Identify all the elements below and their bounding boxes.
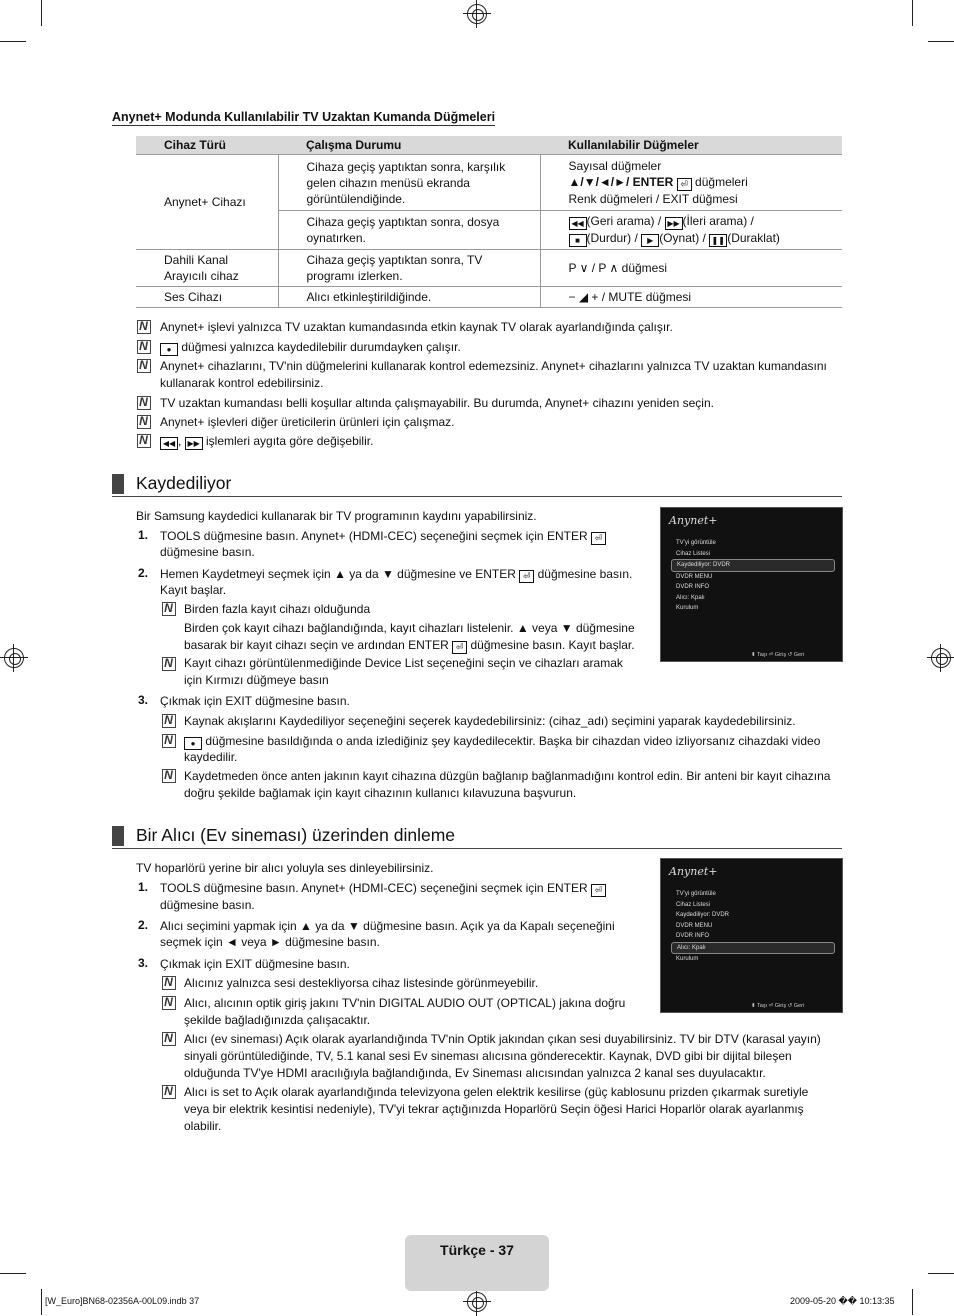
note-text: basarak bir kayıt cihazı seçin ve ardından ENTER ⏎ düğmesine basın. Kayıt başlar. [184,638,635,652]
step-text: Çıkmak için EXIT düğmesine basın. [160,957,350,971]
osd-menu-item: Kurulum [676,605,699,611]
osd-menu-item: Kurulum [676,956,699,962]
note-icon: N [162,976,175,989]
crop-mark [928,1273,954,1274]
crop-mark [41,0,42,26]
osd-menu-item: Kaydediliyor: DVDR [676,912,730,918]
anynet-logo: Anynet+ [669,865,718,878]
osd-menu-list [671,889,835,965]
osd-menu-item-selected: Alıcı: Kpalı [671,942,835,955]
osd-menu-item-selected: Kaydediliyor: DVDR [671,559,835,572]
note-icon: N [137,415,150,428]
step-text: Hemen Kaydetmeyi seçmek için ▲ ya da ▼ düğmesine ve ENTER ⏎ düğmesine basın. [160,567,633,581]
crop-mark [0,41,26,42]
note-text: TV uzaktan kumandası belli koşullar altında çalışmayabilir. Bu durumda, Anynet+ cihazını yeniden seçin. [160,396,714,410]
section-bar [112,826,124,846]
note-icon: N [137,396,150,409]
note-text: kaydedilir. [184,750,238,764]
note-icon: N [162,657,175,670]
note-icon: N [162,996,175,1009]
status-cell: Cihaza geçiş yaptıktan sonra, dosya oynatırken. [278,211,540,250]
note-text: Anynet+ işlevi yalnızca TV uzaktan kumandasında etkin kaynak TV olarak ayarlandığında çalışır. [160,320,673,334]
play-icon: ▶ [641,234,659,247]
note-text: Birden çok kayıt cihazı bağlandığında, kayıt cihazları listelenir. ▲ veya ▼ düğmesine [184,621,635,635]
note-text: Alıcı (ev sineması) Açık olarak ayarlandığında TV'nin Optik jakından çıkan sesi duyabilirsiniz. TV bir DTV (karasal yayın) [184,1032,821,1046]
note-icon: N [137,434,150,447]
step-number: 1. [138,880,149,894]
note-icon: N [137,340,150,353]
remote-buttons-table [136,136,842,308]
section-header [112,824,842,849]
step-number: 3. [138,693,149,707]
osd-menu-item: Alıcı: Kpalı [676,594,705,601]
anynet-logo: Anynet+ [669,514,718,527]
record-icon: ● [160,343,178,356]
osd-menu-screenshot [660,507,843,662]
step-text: düğmesine basın. [160,898,255,912]
buttons-cell [540,155,842,211]
step-text: Alıcı seçimini yapmak için ▲ ya da ▼ düğmesine basın. Açık ya da Kapalı seçeneğini [160,919,615,933]
note-icon: N [162,602,175,615]
device-cell: Dahili Kanal Arayıcılı cihaz [136,250,278,287]
note-text: Kayıt cihazı görüntülenmediğinde Device List seçeneğini seçin ve cihazları aramak [184,656,623,670]
note-text: şekilde bağladığınızda çalışacaktır. [184,1013,371,1027]
section-bar [112,474,124,494]
osd-footer: ⬍ Taşı ⏎ Giriş ↺ Geri [751,652,805,658]
intro-text: TV hoparlörü yerine bir alıcı yoluyla ses dinleyebilirsiniz. [136,861,434,875]
note-text: olduğunda TV'ye HDMI aracılığıyla bağlandığında, Ev Sineması alıcısından yalnızca 2 kanal ses duyulacaktır. [184,1066,766,1080]
enter-icon: ⏎ [677,178,692,191]
note-text: Alıcı, alıcının optik giriş jakını TV'nin DIGITAL AUDIO OUT (OPTICAL) jakına doğru [184,996,626,1010]
pause-icon: ❚❚ [709,234,727,247]
table-row [136,287,842,308]
section-title: Kaydediliyor [136,473,232,493]
heading-prefix: Anynet+ [112,110,162,124]
osd-menu-item: DVDR INFO [676,584,709,590]
note-text: için Kırmızı düğmeye basın [184,673,329,687]
column-header: Çalışma Durumu [278,136,540,155]
section-title: Bir Alıcı (Ev sineması) üzerinden dinleme [136,825,456,845]
note-text: sinyali görüntülediğinde, TV, 5.1 kanal sesi Ev sineması alıcısına gönderecektir. Kaynak, DVD gibi bir dijital bileşen [184,1049,792,1063]
note-text: Kaydetmeden önce anten jakının kayıt cihazına düzgün bağlanıp bağlanmadığını kontrol edin. Bir anteni bir kayıt cihazına [184,769,831,783]
crop-mark [928,41,954,42]
crop-mark [912,0,913,26]
status-cell: Cihaza geçiş yaptıktan sonra, TV programı izlerken. [278,250,540,287]
buttons-cell: − ◢ + / MUTE düğmesi [540,287,842,308]
device-cell: Anynet+ Cihazı [136,155,278,250]
osd-menu-item: TV'yi görüntüle [676,891,716,897]
step-text: seçmek için ◄ veya ► düğmesine basın. [160,935,380,949]
osd-footer: ⬍ Taşı ⏎ Giriş ↺ Geri [751,1003,805,1009]
buttons-cell [540,211,842,250]
section-header [112,472,842,497]
osd-menu-item: DVDR MENU [676,922,713,929]
note-text: doğru şekilde bağlamak için kayıt cihazının kullanıcı kılavuzuna başvurun. [184,786,577,800]
step-number: 2. [138,566,149,580]
fast-forward-icon: ▶▶ [665,217,683,230]
step-text: TOOLS düğmesine basın. Anynet+ (HDMI-CEC) seçeneğini seçmek için ENTER ⏎ [160,528,606,545]
registration-mark-icon [931,648,951,668]
note-text: Kaynak akışlarını Kaydediliyor seçeneğini seçerek kaydedebilirsiniz: (cihaz_adı) seçimini yaparak kaydedebilirsiniz. [184,714,796,728]
record-icon: ● [184,737,202,750]
buttons-line: ◀◀ (Geri arama) / ▶▶ (İleri arama) / [569,213,837,230]
crop-mark [41,1289,42,1315]
footer-right: 2009-05-20 �� 10:13:35 [790,1296,895,1306]
crop-mark [912,1289,913,1315]
buttons-line: Renk düğmeleri / EXIT düğmesi [568,192,738,206]
osd-menu-item: Cihaz Listesi [676,901,711,908]
osd-menu-list [671,538,835,614]
note-text: ◀◀ , ▶▶ işlemleri aygıta göre değişebilir. [160,433,373,450]
note-text: Anynet+ cihazlarını, TV'nin düğmelerini kullanarak kontrol edemezsiniz. Anynet+ cihazlarını yalnızca TV uzaktan kumandasını [160,359,827,373]
buttons-cell: P ∨ / P ∧ düğmesi [540,250,842,287]
column-header: Kullanılabilir Düğmeler [540,136,842,155]
osd-menu-item: Cihaz Listesi [676,550,711,557]
note-icon: N [162,1085,175,1098]
note-text: kullanarak kontrol edebilirsiniz. [160,376,324,390]
buttons-line: Sayısal düğmeler [568,159,662,173]
enter-icon: ⏎ [452,641,467,654]
osd-menu-item: TV'yi görüntüle [676,540,716,546]
note-text: Alıcınız yalnızca sesi destekliyorsa cihaz listesinde görünmeyebilir. [184,976,539,990]
page-label: Türkçe - 37 [440,1242,514,1258]
note-text: olabilir. [184,1119,222,1133]
table-row [136,250,842,287]
osd-menu-item: DVDR INFO [676,933,709,939]
step-number: 3. [138,956,149,970]
note-icon: N [162,714,175,727]
step-text: TOOLS düğmesine basın. Anynet+ (HDMI-CEC) seçeneğini seçmek için ENTER ⏎ [160,880,606,897]
status-cell: Cihaza geçiş yaptıktan sonra, karşılık gelen cihazın menüsü ekranda görüntülendiğinde. [278,155,540,211]
rewind-icon: ◀◀ [160,437,178,450]
step-number: 2. [138,918,149,932]
note-text: Birden fazla kayıt cihazı olduğunda [184,602,371,616]
registration-mark-icon [4,648,24,668]
footer-left: [W_Euro]BN68-02356A-00L09.indb 37 [45,1296,200,1306]
table-heading [112,110,495,126]
device-cell: Ses Cihazı [136,287,278,308]
table-header-row [136,136,842,155]
buttons-line: ▲/▼/◄/►/ ENTER ⏎ düğmeleri [568,175,748,189]
osd-menu-item: DVDR MENU [676,573,713,580]
enter-icon: ⏎ [591,884,606,897]
enter-icon: ⏎ [519,570,534,583]
registration-mark-icon [467,1292,487,1312]
step-number: 1. [138,528,149,542]
rewind-icon: ◀◀ [569,217,587,230]
enter-icon: ⏎ [591,532,606,545]
step-text: Kayıt başlar. [160,583,227,597]
note-text: Anynet+ işlevleri diğer üreticilerin ürünleri için çalışmaz. [160,415,455,429]
crop-mark [0,1273,26,1274]
note-text: veya bir elektrik kesintisi nedeniyle), TV'yi tekrar açtığınızda Hoparlörü Seçin öğesi Harici Hoparlör olarak ayarlanmış [184,1102,804,1116]
note-icon: N [162,769,175,782]
step-text: düğmesine basın. [160,545,255,559]
status-cell: Alıcı etkinleştirildiğinde. [278,287,540,308]
note-text: ● düğmesine basıldığında o anda izlediğiniz şey kaydedilecektir. Başka bir cihazdan video izliyorsanız cihazdaki video [184,733,820,750]
step-text: Çıkmak için EXIT düğmesine basın. [160,694,350,708]
heading-text: Modunda Kullanılabilir TV Uzaktan Kumanda Düğmeleri [165,110,496,124]
note-text: Alıcı is set to Açık olarak ayarlandığında televizyona gelen elektrik kesilirse (güç kablosunu prizden çıkarmak suretiyle [184,1085,809,1099]
page-number-badge [405,1235,549,1291]
column-header: Cihaz Türü [136,136,278,155]
note-icon: N [137,359,150,372]
osd-menu-screenshot [660,858,843,1013]
note-icon: N [162,1032,175,1045]
note-icon: N [162,734,175,747]
fast-forward-icon: ▶▶ [185,437,203,450]
registration-mark-icon [467,4,487,24]
buttons-line: ■ (Durdur) / ▶ (Oynat) / ❚❚ (Duraklat) [569,230,837,247]
note-icon: N [137,320,150,333]
stop-icon: ■ [569,234,587,247]
note-text: ● düğmesi yalnızca kaydedilebilir durumdayken çalışır. [160,339,461,356]
table-row [136,155,842,211]
intro-text: Bir Samsung kaydedici kullanarak bir TV programının kaydını yapabilirsiniz. [136,509,537,523]
